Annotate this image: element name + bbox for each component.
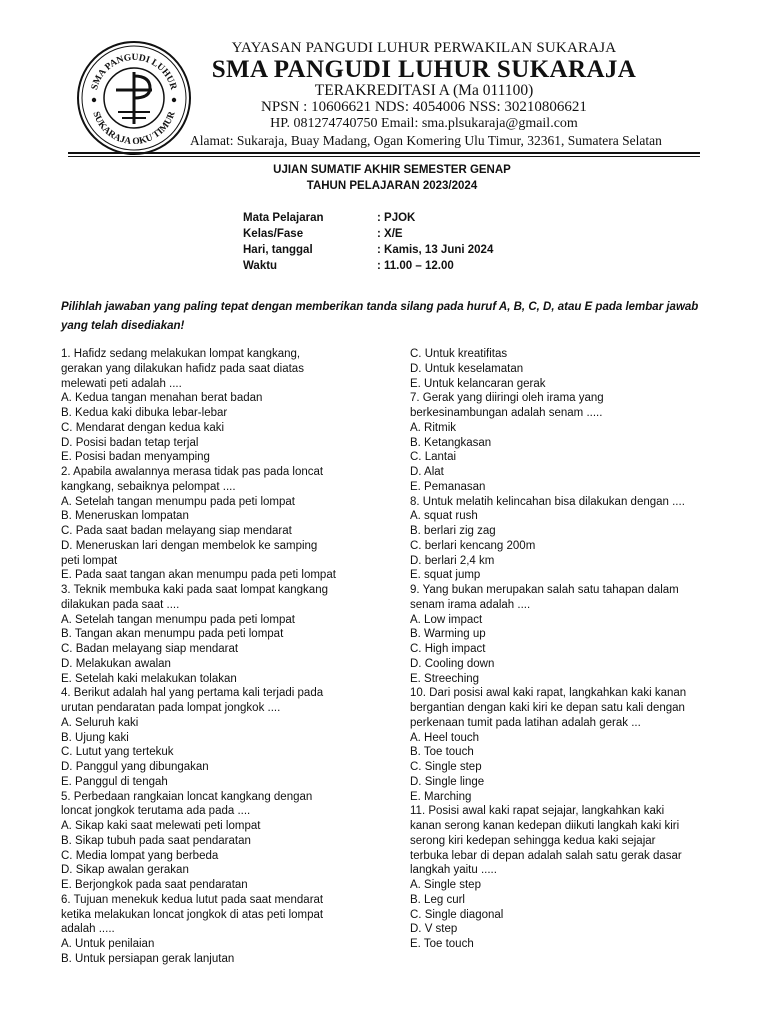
info-value: : X/E <box>377 228 403 240</box>
question-line: E. Posisi badan menyamping <box>61 451 210 464</box>
question-line: C. Badan melayang siap mendarat <box>61 643 239 655</box>
info-row-date <box>243 244 493 256</box>
question-line: D. V step <box>410 923 458 936</box>
question-line: C. Untuk kreatifitas <box>410 348 508 360</box>
question-line: E. Pada saat tangan akan menumpu pada peti lompat <box>61 569 336 582</box>
question-line: E. Streeching <box>410 672 480 685</box>
question-line: B. Kedua kaki dibuka lebar-lebar <box>61 407 228 419</box>
question-line: C. Lutut yang tertekuk <box>61 746 174 759</box>
question-line: 7. Gerak yang diiringi oleh irama yang <box>410 392 604 405</box>
question-line: kanan serong kanan kedepan diikuti langkah kaki kiri <box>410 820 680 832</box>
question-line: kangkang, sebaiknya pelompat .... <box>61 480 236 493</box>
question-line: adalah ..... <box>61 923 115 936</box>
question-line: C. berlari kencang 200m <box>410 539 536 552</box>
question-line: D. Single linge <box>410 775 485 788</box>
question-line: D. berlari 2,4 km <box>410 554 495 567</box>
question-line: 11. Posisi awal kaki rapat sejajar, langkahkan kaki <box>410 805 665 818</box>
info-label: Mata Pelajaran <box>243 212 324 224</box>
question-line: berkesinambungan adalah senam ..... <box>410 407 603 419</box>
question-line: D. Sikap awalan gerakan <box>61 864 189 877</box>
question-line: E. Pemanasan <box>410 480 486 493</box>
info-row-time <box>243 260 454 272</box>
logo-top-text: SMA PANGUDI LUHUR <box>89 52 179 92</box>
question-line: B. Toe touch <box>410 746 474 759</box>
question-line: A. Sikap kaki saat melewati peti lompat <box>61 820 261 832</box>
question-line: dilakukan pada saat .... <box>61 598 180 611</box>
info-value: : Kamis, 13 Juni 2024 <box>377 244 494 256</box>
question-line: C. Mendarat dengan kedua kaki <box>61 421 225 434</box>
question-line: perkenaan tumit pada latihan adalah gerak ... <box>410 716 641 729</box>
question-line: A. Ritmik <box>410 421 456 434</box>
question-line: ketika melakukan loncat jongkok di atas peti lompat <box>61 908 324 921</box>
question-line: A. Single step <box>410 879 481 891</box>
question-line: serong kiri kedepan sehingga kedua kaki sejajar <box>410 834 656 847</box>
questions-left-column <box>61 347 401 967</box>
question-line: 8. Untuk melatih kelincahan bisa dilakukan dengan .... <box>410 495 685 508</box>
question-line: C. Lantai <box>410 451 457 464</box>
letterhead-accreditation: TERAKREDITASI A (Ma 011100) <box>314 82 534 99</box>
question-line: 5. Perbedaan rangkaian loncat kangkang dengan <box>61 790 313 803</box>
question-line: D. Untuk keselamatan <box>410 362 524 375</box>
question-line: E. Panggul di tengah <box>61 775 168 788</box>
question-line: B. Tangan akan menumpu pada peti lompat <box>61 628 284 641</box>
question-line: D. Melakukan awalan <box>61 657 171 670</box>
exam-instruction: Pilihlah jawaban yang paling tepat dengan memberikan tanda silang pada huruf A, B, C, D, atau E pada lembar jawab yang telah disediakan! <box>61 301 699 332</box>
question-line: E. squat jump <box>410 569 481 582</box>
question-line: B. Sikap tubuh pada saat pendaratan <box>61 834 251 847</box>
question-line: terbuka lebar di depan adalah salah satu gerak dasar <box>410 849 682 862</box>
info-label: Waktu <box>243 260 278 272</box>
question-line: D. Panggul yang dibungakan <box>61 761 209 773</box>
question-line: urutan pendaratan pada lompat jongkok .... <box>61 702 281 714</box>
question-line: 10. Dari posisi awal kaki rapat, langkahkan kaki kanan <box>410 687 687 700</box>
letterhead-ids: NPSN : 10606621 NDS: 4054006 NSS: 30210806621 <box>261 99 587 115</box>
question-line: B. Ujung kaki <box>61 731 129 744</box>
question-line: A. Seluruh kaki <box>61 716 139 729</box>
question-line: A. Low impact <box>410 613 483 626</box>
info-value: : 11.00 – 12.00 <box>377 260 454 272</box>
exam-year: TAHUN PELAJARAN 2023/2024 <box>306 180 478 192</box>
question-line: A. Setelah tangan menumpu pada peti lompat <box>61 613 295 626</box>
questions-right-column <box>410 347 730 952</box>
question-line: E. Marching <box>410 790 472 803</box>
question-line: gerakan yang dilakukan hafidz pada saat diatas <box>61 362 304 375</box>
info-row-class <box>243 228 403 240</box>
question-line: D. Meneruskan lari dengan membelok ke samping <box>61 539 318 552</box>
question-line: A. squat rush <box>410 510 478 523</box>
question-line: A. Kedua tangan menahan berat badan <box>61 392 263 405</box>
question-line: E. Toe touch <box>410 938 474 950</box>
question-line: C. Pada saat badan melayang siap mendarat <box>61 525 292 537</box>
question-line: C. Single diagonal <box>410 908 504 921</box>
question-line: A. Setelah tangan menumpu pada peti lompat <box>61 495 295 508</box>
info-value: : PJOK <box>377 212 416 224</box>
question-line: 4. Berikut adalah hal yang pertama kali terjadi pada <box>61 687 324 700</box>
question-line: C. Single step <box>410 761 482 773</box>
question-line: senam irama adalah .... <box>410 598 531 611</box>
question-line: melewati peti adalah .... <box>61 377 182 390</box>
question-line: 3. Teknik membuka kaki pada saat lompat kangkang <box>61 584 328 596</box>
question-line: E. Setelah kaki melakukan tolakan <box>61 672 237 685</box>
letterhead-divider-thin <box>68 156 700 157</box>
info-label: Kelas/Fase <box>243 228 304 240</box>
question-line: C. Media lompat yang berbeda <box>61 849 219 862</box>
question-line: D. Cooling down <box>410 657 495 670</box>
logo-bottom-text: SUKARAJA OKU TIMUR <box>90 110 178 148</box>
question-line: E. Berjongkok pada saat pendaratan <box>61 879 248 891</box>
question-line: bergantian dengan kaki kiri ke depan satu kali dengan <box>410 702 685 714</box>
question-line: 1. Hafidz sedang melakukan lompat kangkang, <box>61 348 301 360</box>
question-line: B. Leg curl <box>410 893 465 906</box>
question-line: 9. Yang bukan merupakan salah satu tahapan dalam <box>410 584 679 596</box>
question-line: peti lompat <box>61 554 118 567</box>
question-line: B. Ketangkasan <box>410 436 492 449</box>
question-line: loncat jongkok terutama ada pada .... <box>61 805 251 818</box>
question-line: 6. Tujuan menekuk kedua lutut pada saat mendarat <box>61 893 324 906</box>
question-line: A. Heel touch <box>410 731 480 744</box>
question-line: D. Alat <box>410 466 444 478</box>
question-line: B. Untuk persiapan gerak lanjutan <box>61 952 235 965</box>
question-line: E. Untuk kelancaran gerak <box>410 377 546 390</box>
question-line: B. berlari zig zag <box>410 525 496 537</box>
letterhead-foundation: YAYASAN PANGUDI LUHUR PERWAKILAN SUKARAJA <box>231 40 617 56</box>
question-line: C. High impact <box>410 643 486 655</box>
letterhead-school-name: SMA PANGUDI LUHUR SUKARAJA <box>211 56 637 83</box>
question-line: A. Untuk penilaian <box>61 938 155 950</box>
question-line: D. Posisi badan tetap terjal <box>61 436 199 449</box>
info-row-subject <box>243 212 415 224</box>
question-line: langkah yaitu ..... <box>410 864 497 877</box>
letterhead-contact: HP. 081274740750 Email: sma.plsukaraja@gmail.com <box>270 116 578 131</box>
question-line: B. Warming up <box>410 628 486 641</box>
question-line: B. Meneruskan lompatan <box>61 510 189 523</box>
letterhead-address: Alamat: Sukaraja, Buay Madang, Ogan Komering Ulu Timur, 32361, Sumatera Selatan <box>190 133 662 148</box>
exam-title: UJIAN SUMATIF AKHIR SEMESTER GENAP <box>273 164 511 176</box>
letterhead-divider <box>68 152 700 154</box>
info-label: Hari, tanggal <box>243 244 313 256</box>
question-line: 2. Apabila awalannya merasa tidak pas pada loncat <box>61 466 324 478</box>
